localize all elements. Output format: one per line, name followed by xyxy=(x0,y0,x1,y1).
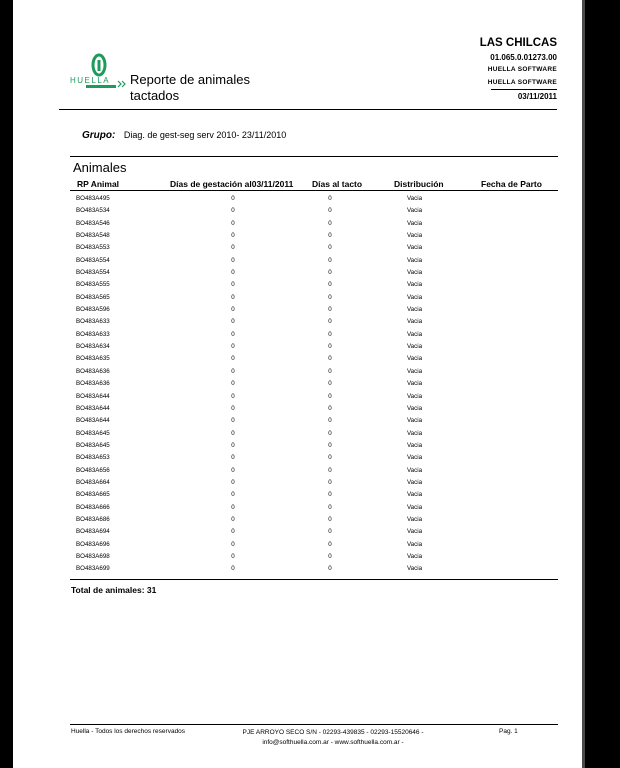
cell-distribution: Vacia xyxy=(407,318,423,326)
footer-rights: Huella - Todos los derechos reservados xyxy=(71,728,186,735)
cell-gestation-days: 0 xyxy=(231,429,235,437)
cell-distribution: Vacia xyxy=(407,417,423,425)
cell-distribution: Vacia xyxy=(407,256,423,264)
cell-distribution: Vacia xyxy=(407,404,423,412)
cell-distribution: Vacia xyxy=(407,380,423,388)
cell-gestation-days: 0 xyxy=(231,293,235,301)
cell-gestation-days: 0 xyxy=(231,404,235,412)
cell-tact-days: 0 xyxy=(328,417,332,425)
cell-rp: BO483A644 xyxy=(76,392,110,400)
cell-rp: BO483A653 xyxy=(76,454,110,462)
table-row xyxy=(13,379,582,391)
cell-tact-days: 0 xyxy=(328,565,332,573)
cell-tact-days: 0 xyxy=(328,466,332,474)
page-number: Pag. 1 xyxy=(499,728,518,735)
cell-gestation-days: 0 xyxy=(231,515,235,523)
cell-distribution: Vacia xyxy=(407,491,423,499)
table-row xyxy=(13,490,582,502)
cell-distribution: Vacia xyxy=(407,367,423,375)
cell-distribution: Vacia xyxy=(407,540,423,548)
cell-gestation-days: 0 xyxy=(231,343,235,351)
table-row xyxy=(13,466,582,478)
report-title-line2: tactados xyxy=(130,88,180,103)
cell-distribution: Vacia xyxy=(407,528,423,536)
table-row xyxy=(13,231,582,243)
table-row xyxy=(13,354,582,366)
cell-rp: BO483A645 xyxy=(76,441,110,449)
column-header-rp: RP Animal xyxy=(77,179,120,189)
cell-distribution: Vacia xyxy=(407,441,423,449)
table-row xyxy=(13,453,582,465)
divider xyxy=(70,156,558,157)
cell-tact-days: 0 xyxy=(328,540,332,548)
table-row xyxy=(13,478,582,490)
cell-gestation-days: 0 xyxy=(231,392,235,400)
cell-gestation-days: 0 xyxy=(231,244,235,252)
cell-tact-days: 0 xyxy=(328,232,332,240)
svg-text:HUELLA: HUELLA xyxy=(70,76,111,85)
cell-tact-days: 0 xyxy=(328,244,332,252)
table-row xyxy=(13,293,582,305)
cell-tact-days: 0 xyxy=(328,281,332,289)
cell-rp: BO483A696 xyxy=(76,540,110,548)
cell-gestation-days: 0 xyxy=(231,232,235,240)
cell-tact-days: 0 xyxy=(328,528,332,536)
animal-table-body xyxy=(13,194,582,577)
cell-rp: BO483A553 xyxy=(76,244,110,252)
cell-tact-days: 0 xyxy=(328,503,332,511)
table-row xyxy=(13,404,582,416)
cell-rp: BO483A645 xyxy=(76,429,110,437)
cell-rp: BO483A699 xyxy=(76,565,110,573)
cell-distribution: Vacia xyxy=(407,343,423,351)
footer-contact xyxy=(213,728,453,748)
cell-tact-days: 0 xyxy=(328,429,332,437)
column-header-gestation: Días de gestación al03/11/2011 xyxy=(170,179,294,189)
cell-gestation-days: 0 xyxy=(231,195,235,202)
divider xyxy=(70,190,558,191)
column-header-birth-date: Fecha de Parto xyxy=(481,179,542,189)
cell-gestation-days: 0 xyxy=(231,367,235,375)
cell-distribution: Vacia xyxy=(407,565,423,573)
cell-distribution: Vacia xyxy=(407,552,423,560)
cell-gestation-days: 0 xyxy=(231,417,235,425)
cell-gestation-days: 0 xyxy=(231,503,235,511)
cell-rp: BO483A635 xyxy=(76,355,110,363)
table-row xyxy=(13,243,582,255)
cell-distribution: Vacia xyxy=(407,232,423,240)
cell-tact-days: 0 xyxy=(328,330,332,338)
cell-gestation-days: 0 xyxy=(231,565,235,573)
cell-rp: BO483A694 xyxy=(76,528,110,536)
cell-rp: BO483A548 xyxy=(76,232,110,240)
cell-distribution: Vacia xyxy=(407,207,423,215)
cell-distribution: Vacia xyxy=(407,454,423,462)
cell-distribution: Vacia xyxy=(407,478,423,486)
table-row xyxy=(13,416,582,428)
software-label: HUELLA SOFTWARE xyxy=(487,79,557,86)
cell-tact-days: 0 xyxy=(328,515,332,523)
table-row xyxy=(13,392,582,404)
cell-rp: BO483A664 xyxy=(76,478,110,486)
cell-gestation-days: 0 xyxy=(231,478,235,486)
cell-tact-days: 0 xyxy=(328,454,332,462)
cell-distribution: Vacia xyxy=(407,429,423,437)
cell-rp: BO483A656 xyxy=(76,466,110,474)
software-label: HUELLA SOFTWARE xyxy=(487,66,557,73)
cell-tact-days: 0 xyxy=(328,306,332,314)
cell-tact-days: 0 xyxy=(328,491,332,499)
cell-distribution: Vacia xyxy=(407,466,423,474)
cell-distribution: Vacia xyxy=(407,306,423,314)
group-label: Grupo: xyxy=(82,130,116,141)
cell-rp: BO483A596 xyxy=(76,306,110,314)
cell-rp: BO483A636 xyxy=(76,380,110,388)
table-row xyxy=(13,206,582,218)
cell-gestation-days: 0 xyxy=(231,380,235,388)
cell-distribution: Vacia xyxy=(407,244,423,252)
group-value: Diag. de gest-seg serv 2010- 23/11/2010 xyxy=(123,130,287,140)
footer-address: PJE ARROYO SECO S/N - 02293-439835 - 02293-15520646 - xyxy=(242,729,424,736)
page-shadow xyxy=(582,0,585,768)
cell-rp: BO483A644 xyxy=(76,417,110,425)
table-row xyxy=(13,317,582,329)
company-name: LAS CHILCAS xyxy=(479,37,557,49)
cell-rp: BO483A534 xyxy=(76,207,110,215)
divider xyxy=(70,579,558,580)
cell-tact-days: 0 xyxy=(328,380,332,388)
cell-distribution: Vacia xyxy=(407,355,423,363)
cell-tact-days: 0 xyxy=(328,195,332,202)
cell-tact-days: 0 xyxy=(328,207,332,215)
cell-gestation-days: 0 xyxy=(231,269,235,277)
company-block xyxy=(480,36,557,103)
report-page xyxy=(13,0,582,768)
table-row xyxy=(13,503,582,515)
cell-tact-days: 0 xyxy=(328,318,332,326)
table-row xyxy=(13,268,582,280)
table-row xyxy=(13,256,582,268)
table-row xyxy=(13,194,582,206)
table-row xyxy=(13,367,582,379)
cell-gestation-days: 0 xyxy=(231,552,235,560)
cell-distribution: Vacia xyxy=(407,392,423,400)
table-row xyxy=(13,564,582,576)
total-animals: Total de animales: 31 xyxy=(71,585,157,595)
cell-distribution: Vacia xyxy=(407,281,423,289)
cell-gestation-days: 0 xyxy=(231,318,235,326)
cell-gestation-days: 0 xyxy=(231,330,235,338)
table-row xyxy=(13,429,582,441)
cell-rp: BO483A686 xyxy=(76,515,110,523)
cell-rp: BO483A633 xyxy=(76,330,110,338)
cell-gestation-days: 0 xyxy=(231,207,235,215)
cell-rp: BO483A698 xyxy=(76,552,110,560)
table-row xyxy=(13,552,582,564)
cell-tact-days: 0 xyxy=(328,269,332,277)
table-row xyxy=(13,342,582,354)
cell-distribution: Vacia xyxy=(407,293,423,301)
cell-rp: BO483A555 xyxy=(76,281,110,289)
footer-divider xyxy=(70,724,558,725)
cell-rp: BO483A634 xyxy=(76,343,110,351)
cell-gestation-days: 0 xyxy=(231,281,235,289)
cell-gestation-days: 0 xyxy=(231,466,235,474)
cell-gestation-days: 0 xyxy=(231,441,235,449)
cell-gestation-days: 0 xyxy=(231,528,235,536)
table-row xyxy=(13,540,582,552)
cell-rp: BO483A554 xyxy=(76,256,110,264)
table-row xyxy=(13,515,582,527)
cell-tact-days: 0 xyxy=(328,552,332,560)
cell-gestation-days: 0 xyxy=(231,491,235,499)
section-title: Animales xyxy=(73,160,127,175)
table-row xyxy=(13,305,582,317)
cell-distribution: Vacia xyxy=(407,515,423,523)
cell-gestation-days: 0 xyxy=(231,454,235,462)
cell-distribution: Vacia xyxy=(407,269,423,277)
cell-tact-days: 0 xyxy=(328,392,332,400)
table-row xyxy=(13,280,582,292)
cell-tact-days: 0 xyxy=(328,367,332,375)
table-row xyxy=(13,219,582,231)
cell-rp: BO483A554 xyxy=(76,269,110,277)
column-header-distribution: Distribución xyxy=(394,179,444,189)
cell-tact-days: 0 xyxy=(328,441,332,449)
cell-rp: BO483A644 xyxy=(76,404,110,412)
cell-tact-days: 0 xyxy=(328,355,332,363)
table-row xyxy=(13,441,582,453)
cell-tact-days: 0 xyxy=(328,343,332,351)
cell-tact-days: 0 xyxy=(328,293,332,301)
cell-tact-days: 0 xyxy=(328,404,332,412)
footer-web: info@softhuella.com.ar - www.softhuella.com.ar - xyxy=(262,739,404,746)
cell-rp: BO483A565 xyxy=(76,293,110,301)
cell-gestation-days: 0 xyxy=(231,355,235,363)
table-row xyxy=(13,527,582,539)
report-title-line1: Reporte de animales xyxy=(130,72,250,87)
cell-distribution: Vacia xyxy=(407,503,423,511)
cell-rp: BO483A666 xyxy=(76,503,110,511)
cell-rp: BO483A495 xyxy=(76,195,110,202)
cell-distribution: Vacia xyxy=(407,219,423,227)
divider xyxy=(59,109,557,110)
cell-gestation-days: 0 xyxy=(231,256,235,264)
cell-rp: BO483A636 xyxy=(76,367,110,375)
cell-distribution: Vacia xyxy=(407,330,423,338)
report-title xyxy=(130,72,300,104)
company-code: 01.065.0.01273.00 xyxy=(490,53,557,62)
table-row xyxy=(13,330,582,342)
cell-rp: BO483A665 xyxy=(76,491,110,499)
cell-distribution: Vacia xyxy=(407,195,423,202)
cell-gestation-days: 0 xyxy=(231,540,235,548)
column-header-tact-days: Días al tacto xyxy=(312,179,363,189)
cell-rp: BO483A546 xyxy=(76,219,110,227)
cell-gestation-days: 0 xyxy=(231,219,235,227)
cell-tact-days: 0 xyxy=(328,478,332,486)
cell-gestation-days: 0 xyxy=(231,306,235,314)
group-line xyxy=(82,130,286,141)
cell-rp: BO483A633 xyxy=(76,318,110,326)
report-date: 03/11/2011 xyxy=(491,89,557,103)
cell-tact-days: 0 xyxy=(328,256,332,264)
cell-tact-days: 0 xyxy=(328,219,332,227)
